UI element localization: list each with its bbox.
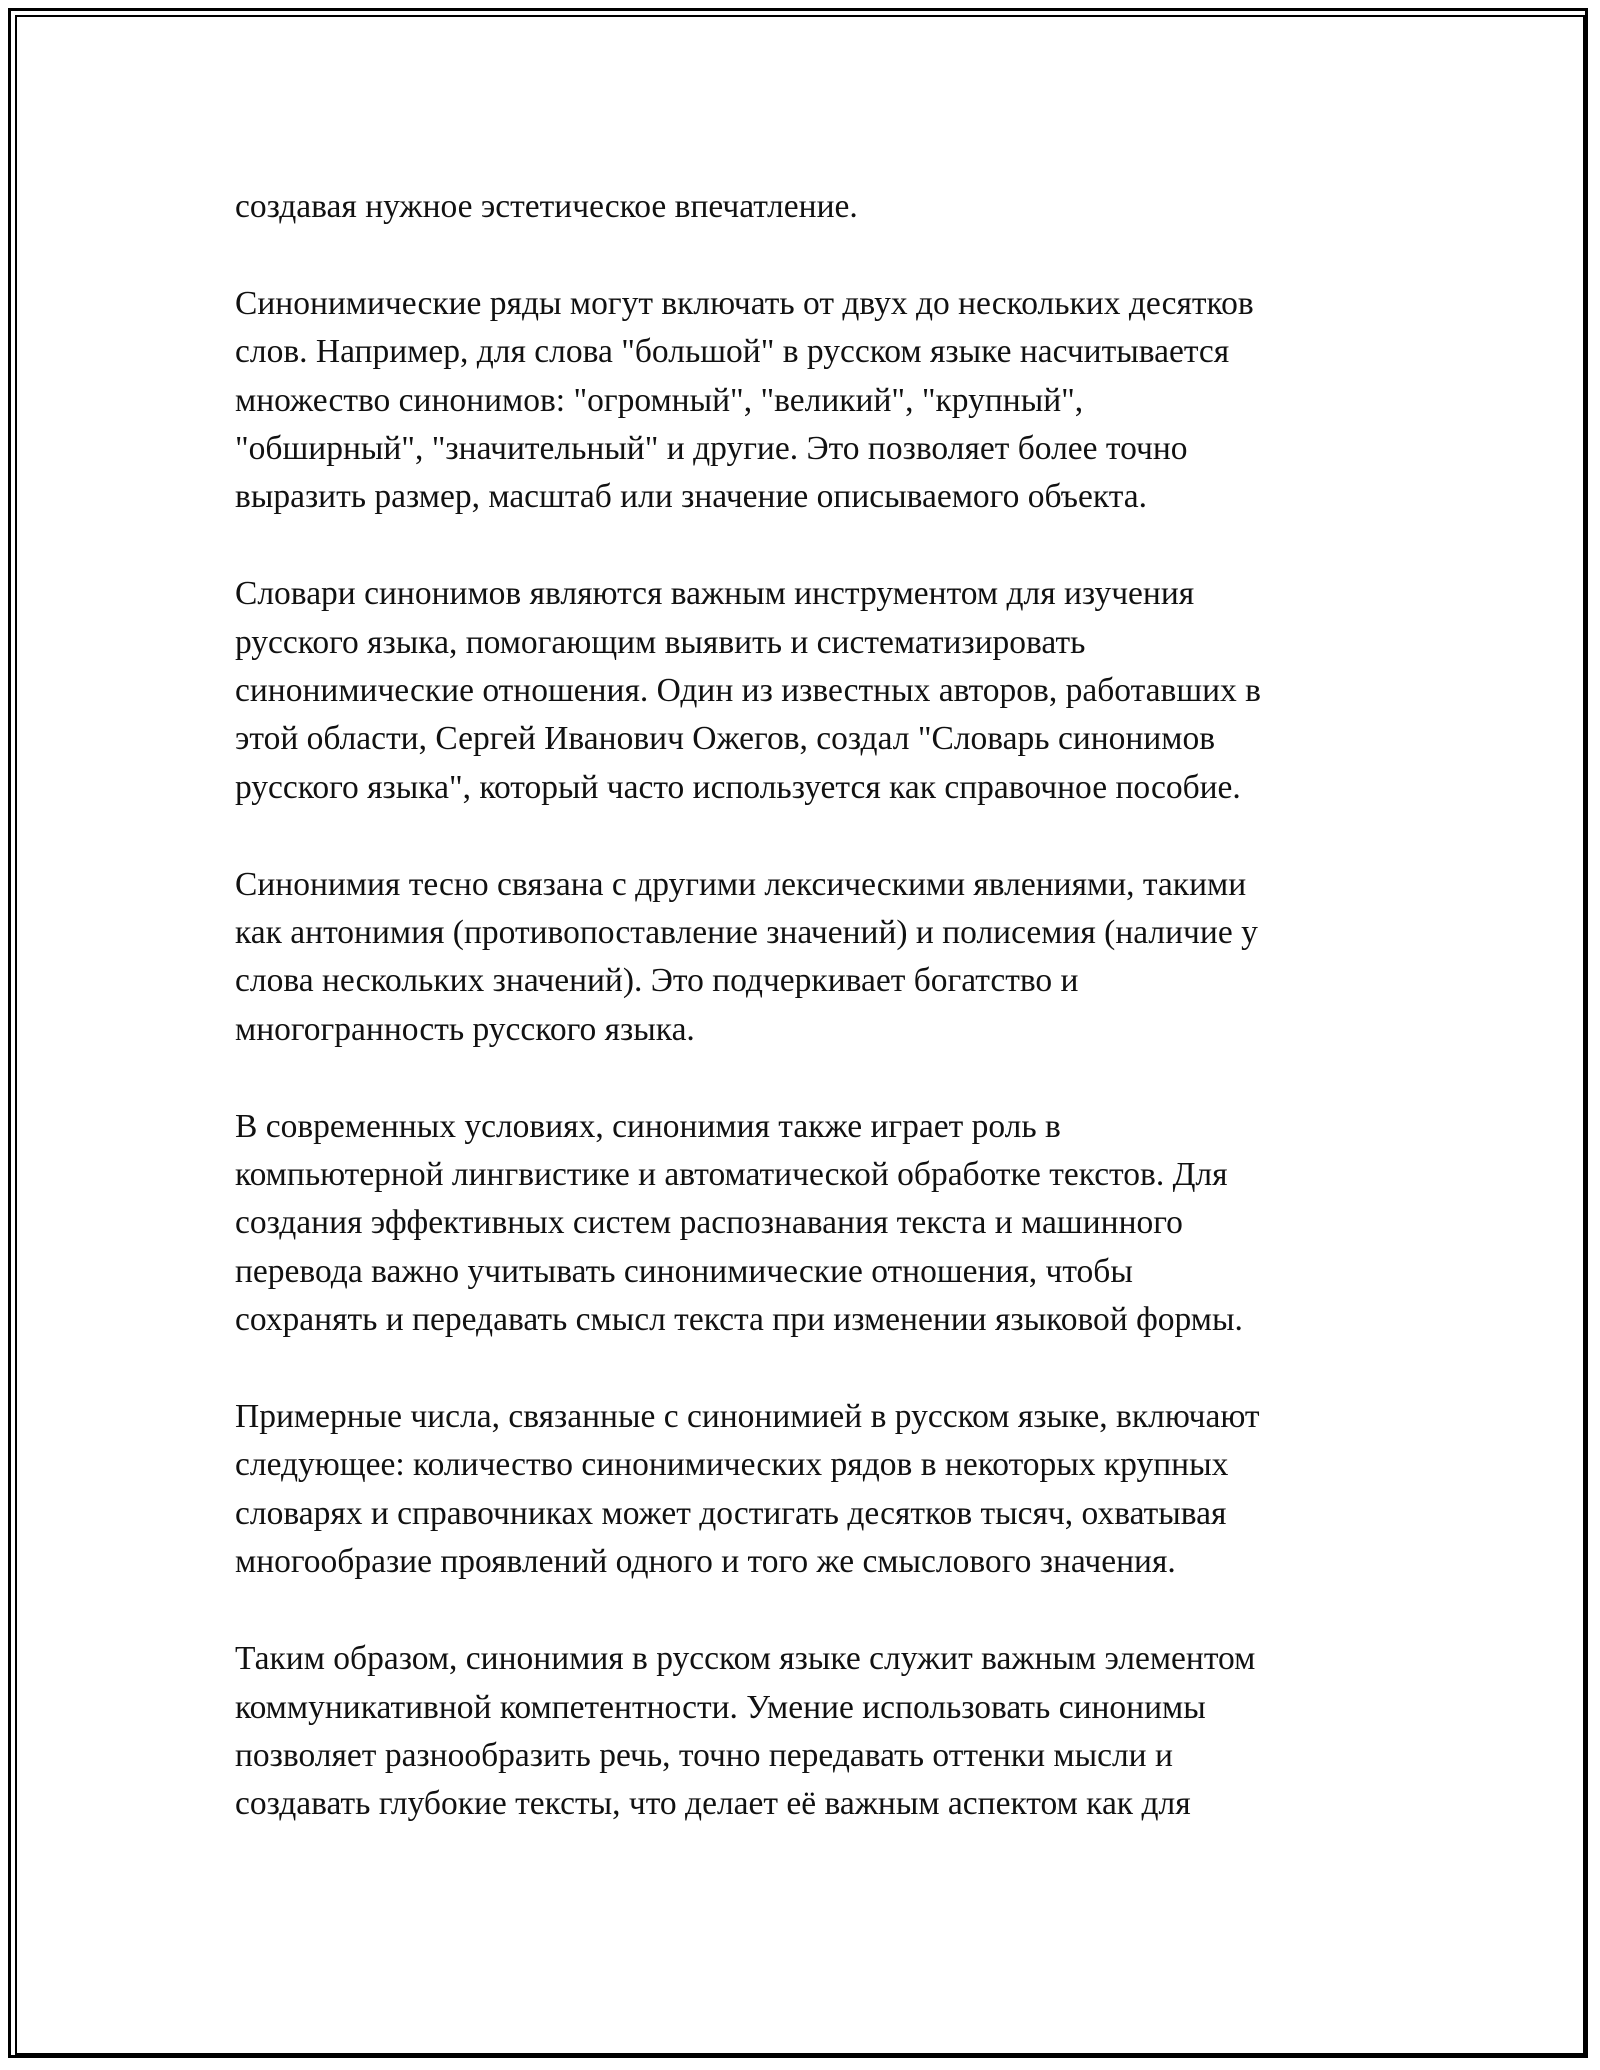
text-line: компьютерной лингвистике и автоматической обработке текстов. Для bbox=[235, 1156, 1228, 1194]
paragraph-gap bbox=[235, 1587, 1395, 1635]
paragraph-gap bbox=[235, 812, 1395, 860]
text-line: многообразие проявлений одного и того же смыслового значения. bbox=[235, 1543, 1176, 1581]
text-line: слов. Например, для слова "большой" в русском языке насчитывается bbox=[235, 333, 1230, 371]
paragraph-gap bbox=[235, 522, 1395, 570]
text-line: этой области, Сергей Иванович Ожегов, создал "Словарь синонимов bbox=[235, 720, 1216, 758]
text-line: сохранять и передавать смысл текста при изменении языковой формы. bbox=[235, 1301, 1243, 1339]
text-line: слова нескольких значений). Это подчеркивает богатство и bbox=[235, 962, 1079, 1000]
text-line: Словари синонимов являются важным инструментом для изучения bbox=[235, 575, 1195, 613]
text-line: В современных условиях, синонимия также играет роль в bbox=[235, 1107, 1061, 1145]
text-line: "обширный", "значительный" и другие. Это позволяет более точно bbox=[235, 430, 1188, 468]
text-line: Синонимия тесно связана с другими лексическими явлениями, такими bbox=[235, 865, 1247, 903]
text-line: Примерные числа, связанные с синонимией в русском языке, включают bbox=[235, 1398, 1260, 1436]
text-line: позволяет разнообразить речь, точно передавать оттенки мысли и bbox=[235, 1736, 1173, 1774]
text-line: коммуникативной компетентности. Умение использовать синонимы bbox=[235, 1688, 1206, 1726]
text-line: множество синонимов: "огромный", "великий", "крупный", bbox=[235, 381, 1084, 419]
text-line: как антонимия (противопоставление значений) и полисемия (наличие у bbox=[235, 914, 1258, 952]
text-line: Синонимические ряды могут включать от двух до нескольких десятков bbox=[235, 284, 1254, 322]
text-line: создавать глубокие тексты, что делает её важным аспектом как для bbox=[235, 1785, 1191, 1823]
text-line: создания эффективных систем распознавания текста и машинного bbox=[235, 1204, 1183, 1242]
text-line: выразить размер, масштаб или значение описываемого объекта. bbox=[235, 478, 1147, 516]
text-line: Таким образом, синонимия в русском языке служит важным элементом bbox=[235, 1640, 1256, 1678]
text-line: русского языка, помогающим выявить и систематизировать bbox=[235, 623, 1086, 661]
paragraph-gap bbox=[235, 1345, 1395, 1393]
document-body bbox=[235, 183, 1395, 1829]
text-line: перевода важно учитывать синонимические отношения, чтобы bbox=[235, 1252, 1133, 1290]
text-line: словарях и справочниках может достигать десятков тысяч, охватывая bbox=[235, 1494, 1227, 1532]
text-line: создавая нужное эстетическое впечатление. bbox=[235, 188, 858, 225]
text-line: многогранность русского языка. bbox=[235, 1010, 695, 1048]
paragraph-gap bbox=[235, 231, 1395, 279]
paragraph-gap bbox=[235, 1054, 1395, 1102]
text-line: синонимические отношения. Один из известных авторов, работавших в bbox=[235, 672, 1261, 710]
text-line: русского языка", который часто используется как справочное пособие. bbox=[235, 768, 1241, 806]
text-line: следующее: количество синонимических рядов в некоторых крупных bbox=[235, 1446, 1229, 1484]
